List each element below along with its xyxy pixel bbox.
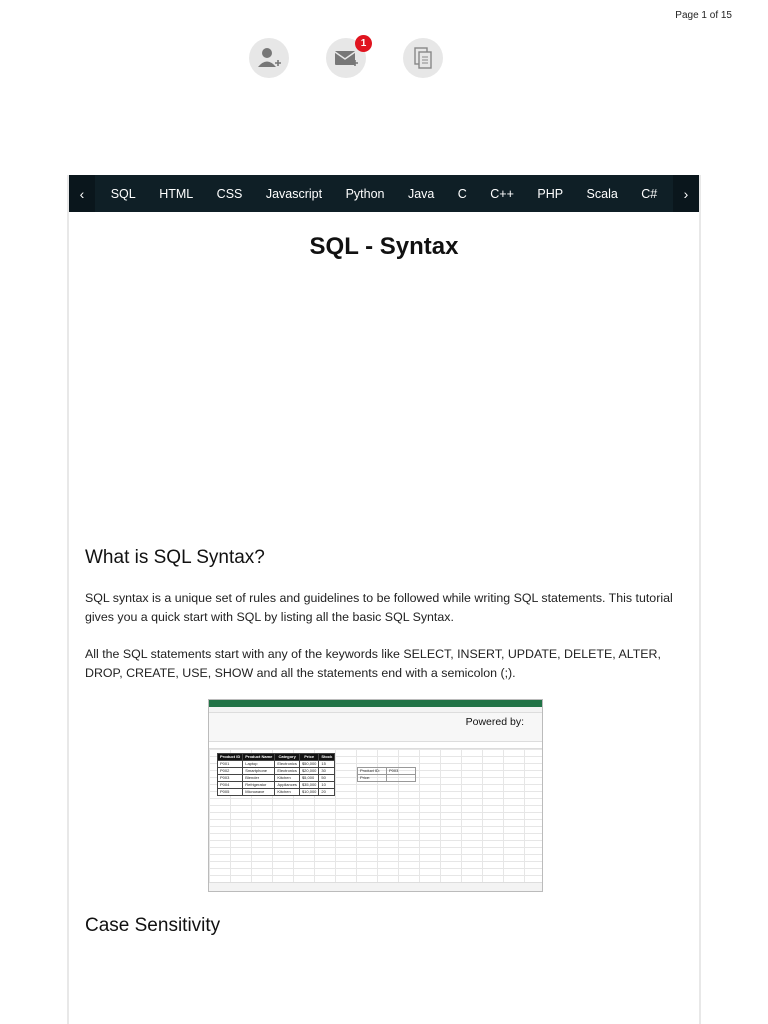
cell: Smartphone: [243, 768, 275, 775]
lookup-label: Price:: [358, 775, 387, 782]
table-row: [218, 761, 335, 768]
tutorial-page: [67, 175, 701, 1024]
table-row: [218, 789, 335, 796]
section-heading-syntax: What is SQL Syntax?: [85, 547, 265, 568]
excel-ribbon: [209, 713, 542, 742]
page-counter: Page 1 of 15: [675, 10, 732, 21]
cell: Microwave: [243, 789, 275, 796]
cell: $35,000: [299, 782, 318, 789]
nav-item-sql[interactable]: SQL: [110, 186, 136, 201]
product-table: [217, 753, 335, 796]
table-row: [218, 782, 335, 789]
cell: Kitchen: [275, 775, 300, 782]
nav-item-c[interactable]: C: [457, 186, 467, 201]
cell: 50: [319, 775, 335, 782]
excel-screenshot: [208, 699, 543, 892]
table-header-row: [218, 754, 335, 761]
cell: $5,000: [299, 775, 318, 782]
cell: Appliances: [275, 782, 300, 789]
mail-icon: [334, 48, 358, 68]
copy-document-icon: [412, 46, 434, 70]
cell: P003: [218, 775, 243, 782]
cell: P005: [218, 789, 243, 796]
cell: $10,000: [299, 789, 318, 796]
cell: 30: [319, 768, 335, 775]
cell: P001: [218, 761, 243, 768]
nav-item-php[interactable]: PHP: [537, 186, 564, 201]
header-cell: Product Name: [243, 754, 275, 761]
powered-by-label: Powered by:: [465, 716, 524, 728]
add-user-icon: [256, 45, 282, 71]
mail-button[interactable]: [326, 38, 366, 78]
cell: Laptop: [243, 761, 275, 768]
header-cell: Category: [275, 754, 300, 761]
cell: Electronics: [275, 768, 300, 775]
cell: Refrigerator: [243, 782, 275, 789]
lookup-value: [387, 775, 416, 782]
cell: 20: [319, 789, 335, 796]
notification-badge: 1: [355, 35, 372, 52]
cell: Blender: [243, 775, 275, 782]
cell: P002: [218, 768, 243, 775]
add-user-button[interactable]: [249, 38, 289, 78]
cell: 15: [319, 761, 335, 768]
nav-item-scala[interactable]: Scala: [586, 186, 618, 201]
top-actions: [249, 38, 443, 78]
header-cell: Price: [299, 754, 318, 761]
excel-grid: [209, 749, 542, 889]
copy-button[interactable]: [403, 38, 443, 78]
lookup-row: [358, 768, 416, 775]
nav-item-java[interactable]: Java: [407, 186, 435, 201]
lookup-row: [358, 775, 416, 782]
nav-item-csharp[interactable]: C#: [641, 186, 658, 201]
cell: 10: [319, 782, 335, 789]
lookup-label: Product ID:: [358, 768, 387, 775]
chevron-right-icon: ›: [683, 185, 689, 202]
header-cell: Product ID: [218, 754, 243, 761]
table-row: [218, 775, 335, 782]
cell: Kitchen: [275, 789, 300, 796]
paragraph-keywords: All the SQL statements start with any of the keywords like SELECT, INSERT, UPDATE, DELETE, ALTER, DROP, CREATE, USE, SHOW and all the statements end with a semicolon (;).: [85, 647, 661, 680]
table-row: [218, 768, 335, 775]
nav-item-css[interactable]: CSS: [216, 186, 243, 201]
excel-formula-bar: [209, 742, 542, 749]
cell: $50,000: [299, 761, 318, 768]
paragraph-intro: SQL syntax is a unique set of rules and guidelines to be followed while writing SQL statements. This tutorial gives you a quick start with SQL by listing all the basic SQL Syntax.: [85, 591, 673, 624]
nav-item-html[interactable]: HTML: [159, 186, 194, 201]
nav-item-javascript[interactable]: Javascript: [265, 186, 323, 201]
chevron-left-icon: ‹: [79, 185, 85, 202]
page-title: SQL - Syntax: [309, 233, 459, 260]
nav-next-button[interactable]: [673, 175, 699, 212]
cell: P004: [218, 782, 243, 789]
language-nav: [69, 175, 699, 212]
lookup-value: P003: [387, 768, 416, 775]
section-heading-case-sensitivity: Case Sensitivity: [85, 915, 221, 936]
excel-status-bar: [209, 882, 542, 891]
cell: $20,000: [299, 768, 318, 775]
header-cell: Stock: [319, 754, 335, 761]
nav-item-cpp[interactable]: C++: [490, 186, 514, 201]
cell: Electronics: [275, 761, 300, 768]
excel-title-bar: [209, 700, 542, 707]
nav-prev-button[interactable]: [69, 175, 95, 212]
lookup-table: [357, 767, 416, 782]
nav-item-python[interactable]: Python: [345, 186, 385, 201]
